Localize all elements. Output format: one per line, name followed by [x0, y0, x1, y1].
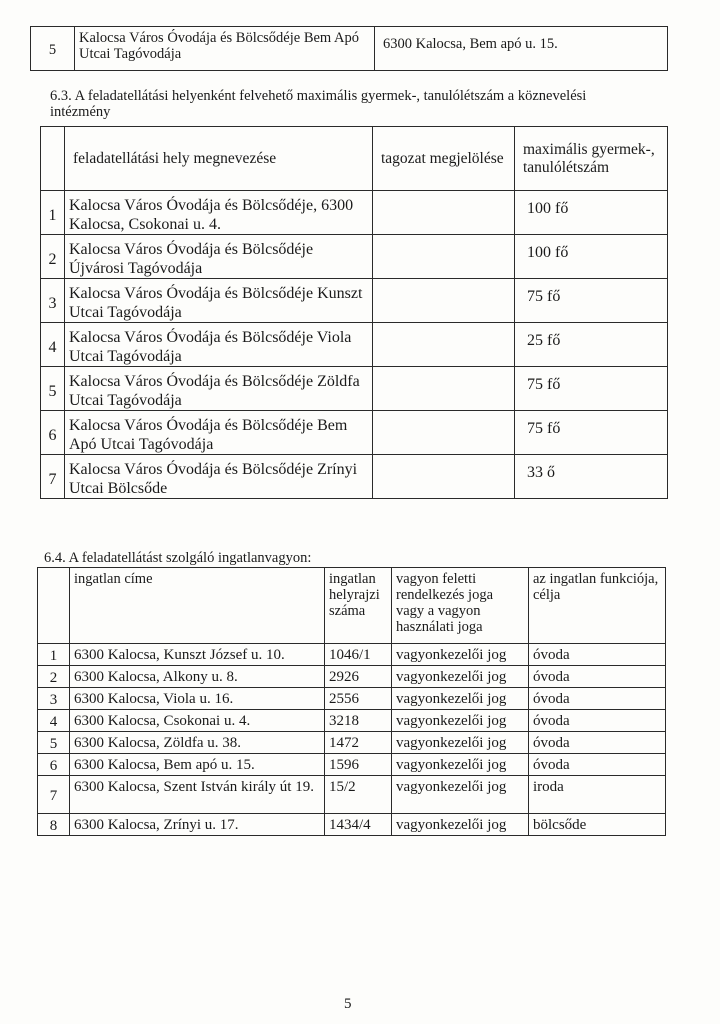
section-6-4-caption: 6.4. A feladatellátást szolgáló ingatlanvagyon:: [44, 550, 312, 566]
property-table: [37, 567, 666, 836]
parcel-number: 1472: [325, 732, 392, 754]
tagozat-value: [373, 191, 515, 235]
section-6-3-caption: [50, 88, 586, 120]
header-number: [41, 127, 65, 191]
institution-address: 6300 Kalocsa, Bem apó u. 15.: [375, 27, 668, 71]
table-row: [41, 191, 668, 235]
row-number: 4: [41, 323, 65, 367]
table-row: [41, 279, 668, 323]
max-capacity-value: 75 fő: [515, 411, 668, 455]
header-property-address: ingatlan címe: [70, 568, 325, 644]
ownership-right: vagyonkezelői jog: [392, 710, 529, 732]
location-name: Kalocsa Város Óvodája és Bölcsődéje Viola Utcai Tagóvodája: [65, 323, 373, 367]
property-function: bölcsőde: [529, 814, 666, 836]
caption-line-1: 6.3. A feladatellátási helyenként felvehető maximális gyermek-, tanulólétszám a köznevelési: [50, 88, 587, 104]
row-number: 4: [38, 710, 70, 732]
ownership-right: vagyonkezelői jog: [392, 814, 529, 836]
property-function: óvoda: [529, 666, 666, 688]
ownership-right: vagyonkezelői jog: [392, 776, 529, 814]
row-number: 1: [38, 644, 70, 666]
property-function: iroda: [529, 776, 666, 814]
tagozat-value: [373, 323, 515, 367]
row-number: 1: [41, 191, 65, 235]
row-number: 3: [38, 688, 70, 710]
row-number: 5: [38, 732, 70, 754]
capacity-table: [40, 126, 668, 499]
row-number: 7: [41, 455, 65, 499]
parcel-number: 1046/1: [325, 644, 392, 666]
table-row: [38, 732, 666, 754]
max-capacity-value: 100 fő: [515, 235, 668, 279]
max-capacity-value: 75 fő: [515, 279, 668, 323]
institution-name: Kalocsa Város Óvodája és Bölcsődéje Bem Apó Utcai Tagóvodája: [75, 27, 375, 71]
table-row: [38, 754, 666, 776]
location-name: Kalocsa Város Óvodája és Bölcsődéje, 6300 Kalocsa, Csokonai u. 4.: [65, 191, 373, 235]
ownership-right: vagyonkezelői jog: [392, 754, 529, 776]
continuation-table: [30, 26, 668, 71]
tagozat-value: [373, 279, 515, 323]
max-capacity-value: 33 ő: [515, 455, 668, 499]
property-address: 6300 Kalocsa, Bem apó u. 15.: [70, 754, 325, 776]
ownership-right: vagyonkezelői jog: [392, 688, 529, 710]
table-row: [41, 455, 668, 499]
parcel-number: 2556: [325, 688, 392, 710]
property-address: 6300 Kalocsa, Zöldfa u. 38.: [70, 732, 325, 754]
header-location-name: feladatellátási hely megnevezése: [65, 127, 373, 191]
header-property-function: az ingatlan funkciója, célja: [529, 568, 666, 644]
property-function: óvoda: [529, 754, 666, 776]
property-address: 6300 Kalocsa, Kunszt József u. 10.: [70, 644, 325, 666]
location-name: Kalocsa Város Óvodája és Bölcsődéje Kunszt Utcai Tagóvodája: [65, 279, 373, 323]
property-address: 6300 Kalocsa, Zrínyi u. 17.: [70, 814, 325, 836]
parcel-number: 1596: [325, 754, 392, 776]
parcel-number: 15/2: [325, 776, 392, 814]
location-name: Kalocsa Város Óvodája és Bölcsődéje Zrínyi Utcai Bölcsőde: [65, 455, 373, 499]
max-capacity-value: 25 fő: [515, 323, 668, 367]
property-address: 6300 Kalocsa, Szent István király út 19.: [70, 776, 325, 814]
location-name: Kalocsa Város Óvodája és Bölcsődéje Bem Apó Utcai Tagóvodája: [65, 411, 373, 455]
header-ownership-right: vagyon feletti rendelkezés joga vagy a vagyon használati joga: [392, 568, 529, 644]
header-parcel-number: ingatlan helyrajzi száma: [325, 568, 392, 644]
row-number: 2: [41, 235, 65, 279]
ownership-right: vagyonkezelői jog: [392, 666, 529, 688]
tagozat-value: [373, 411, 515, 455]
table-row: [41, 323, 668, 367]
header-number: [38, 568, 70, 644]
parcel-number: 2926: [325, 666, 392, 688]
ownership-right: vagyonkezelői jog: [392, 732, 529, 754]
table-row: [31, 27, 668, 71]
table-row: [38, 688, 666, 710]
table-row: [38, 814, 666, 836]
table-header-row: [41, 127, 668, 191]
header-max-capacity: maximális gyermek-, tanulólétszám: [515, 127, 668, 191]
parcel-number: 3218: [325, 710, 392, 732]
table-row: [38, 666, 666, 688]
table-row: [38, 644, 666, 666]
property-function: óvoda: [529, 644, 666, 666]
table-row: [41, 411, 668, 455]
parcel-number: 1434/4: [325, 814, 392, 836]
max-capacity-value: 75 fő: [515, 367, 668, 411]
row-number: 3: [41, 279, 65, 323]
table-row: [41, 367, 668, 411]
max-capacity-value: 100 fő: [515, 191, 668, 235]
header-tagozat: tagozat megjelölése: [373, 127, 515, 191]
row-number: 8: [38, 814, 70, 836]
tagozat-value: [373, 235, 515, 279]
property-function: óvoda: [529, 688, 666, 710]
row-number: 5: [31, 27, 75, 71]
property-function: óvoda: [529, 732, 666, 754]
page-number: 5: [344, 996, 352, 1012]
table-row: [38, 776, 666, 814]
row-number: 2: [38, 666, 70, 688]
location-name: Kalocsa Város Óvodája és Bölcsődéje Zöldfa Utcai Tagóvodája: [65, 367, 373, 411]
row-number: 6: [41, 411, 65, 455]
tagozat-value: [373, 367, 515, 411]
row-number: 6: [38, 754, 70, 776]
row-number: 7: [38, 776, 70, 814]
caption-line-2: intézmény: [50, 104, 111, 120]
row-number: 5: [41, 367, 65, 411]
property-address: 6300 Kalocsa, Viola u. 16.: [70, 688, 325, 710]
tagozat-value: [373, 455, 515, 499]
property-address: 6300 Kalocsa, Alkony u. 8.: [70, 666, 325, 688]
table-row: [38, 710, 666, 732]
ownership-right: vagyonkezelői jog: [392, 644, 529, 666]
property-address: 6300 Kalocsa, Csokonai u. 4.: [70, 710, 325, 732]
location-name: Kalocsa Város Óvodája és Bölcsődéje Újvárosi Tagóvodája: [65, 235, 373, 279]
table-header-row: [38, 568, 666, 644]
property-function: óvoda: [529, 710, 666, 732]
table-row: [41, 235, 668, 279]
